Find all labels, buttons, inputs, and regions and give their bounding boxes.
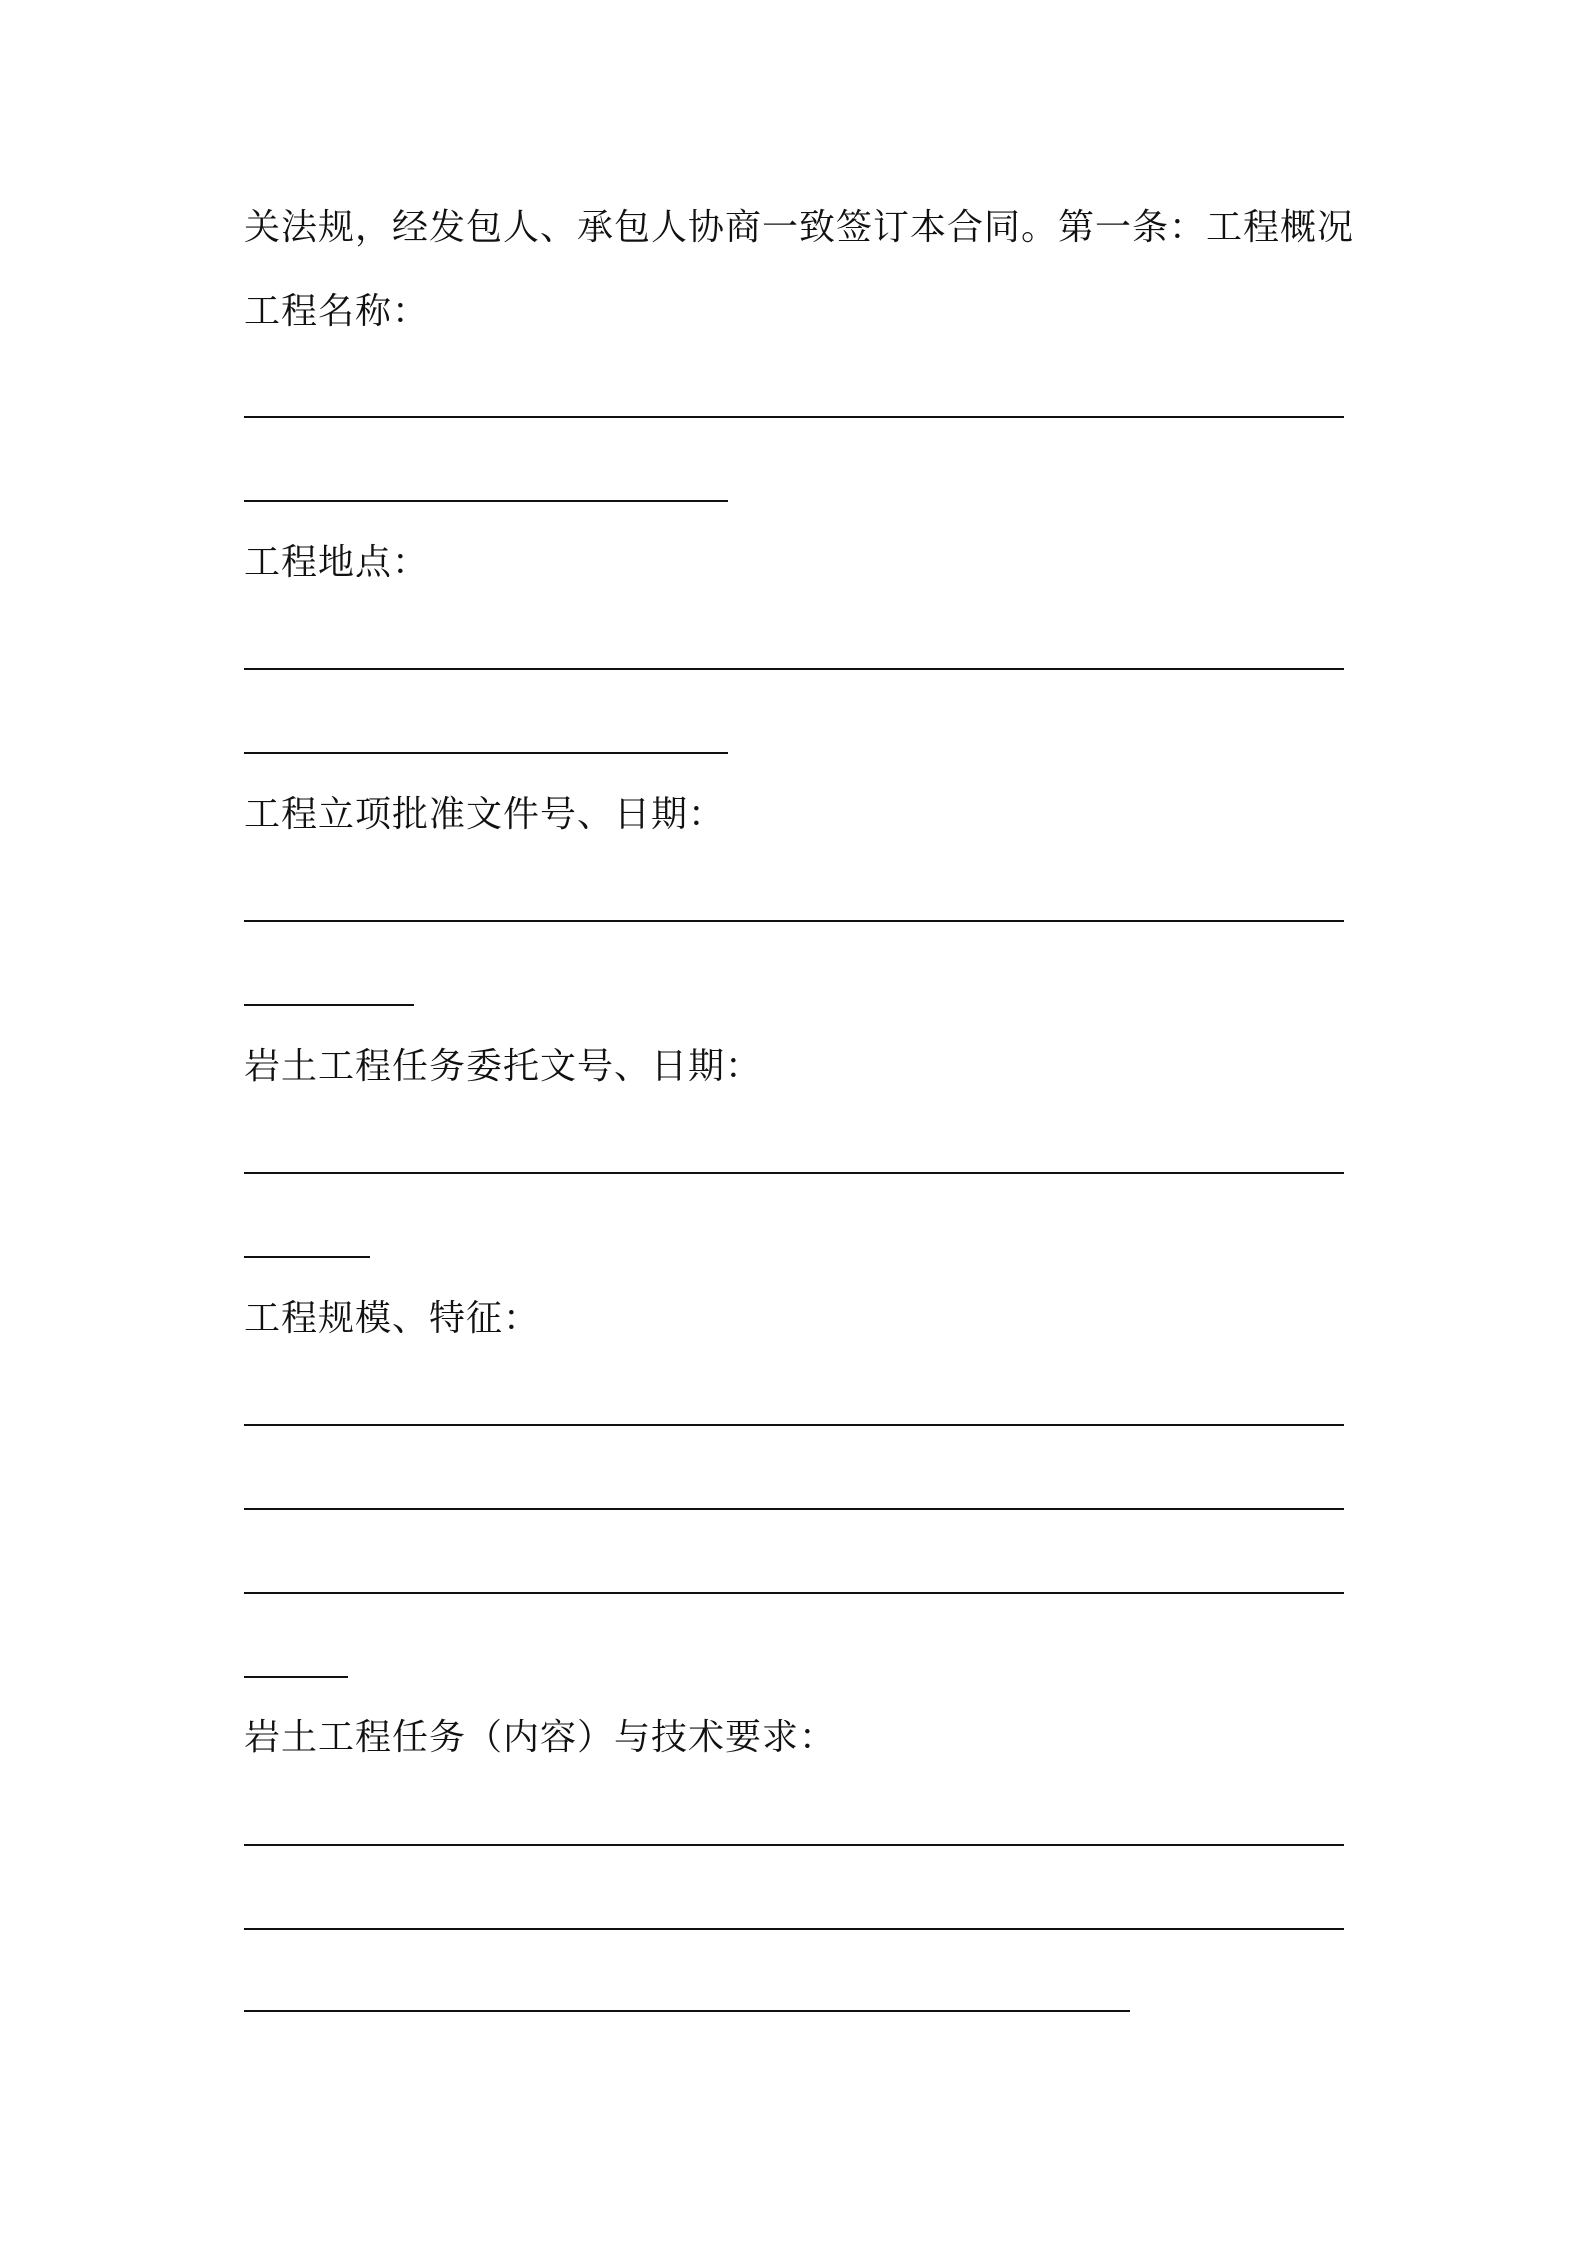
blank-line (244, 668, 1344, 670)
blank-line (244, 500, 728, 502)
field-label-project-location: 工程地点： (244, 542, 430, 583)
field-label-scale-features: 工程规模、特征： (244, 1298, 541, 1339)
blank-line (244, 1844, 1344, 1846)
field-label-project-name: 工程名称： (244, 291, 430, 332)
blank-line (244, 1004, 414, 1006)
blank-line (244, 1928, 1344, 1930)
blank-line (244, 752, 728, 754)
intro-line: 关法规，经发包人、承包人协商一致签订本合同。第一条：工程概况 (244, 207, 1355, 248)
field-label-commission-doc: 岩土工程任务委托文号、日期： (244, 1046, 763, 1087)
blank-line (244, 416, 1344, 418)
blank-line (244, 1508, 1344, 1510)
blank-line (244, 1676, 348, 1678)
blank-line (244, 1592, 1344, 1594)
blank-line (244, 1172, 1344, 1174)
blank-line (244, 920, 1344, 922)
blank-line (244, 2010, 1130, 2012)
blank-line (244, 1256, 370, 1258)
field-label-approval-doc: 工程立项批准文件号、日期： (244, 794, 726, 835)
blank-line (244, 1424, 1344, 1426)
field-label-task-requirements: 岩土工程任务（内容）与技术要求： (244, 1717, 837, 1758)
